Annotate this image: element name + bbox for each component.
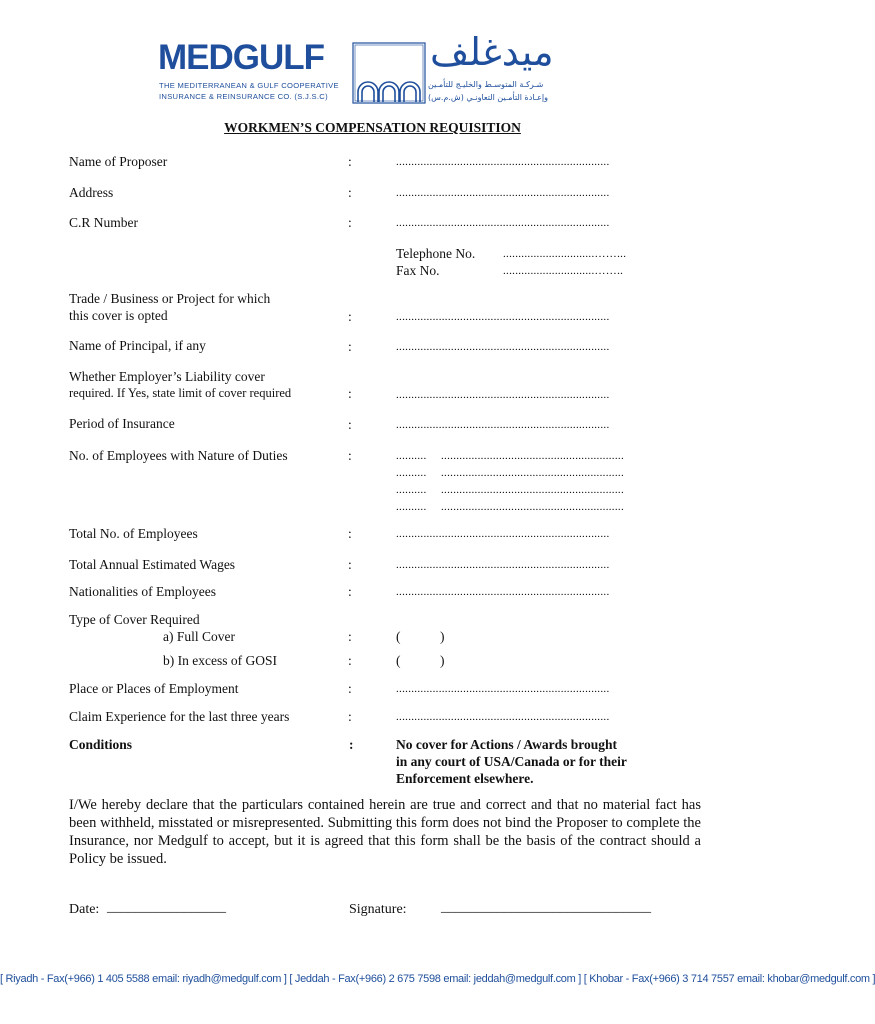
- declaration-paragraph: I/We hereby declare that the particulars contained herein are true and correct and that no material fact has been withheld, misstated or misrepresented. Submitting this form does not bind the Proposer to complete the Insurance, nor Medgulf to accept, but it is agreed that this form shall be the basis of the contract should a Policy be issued.: [69, 797, 701, 867]
- colon: :: [348, 417, 352, 432]
- fax-label: Fax No.: [396, 263, 440, 278]
- total-wages-label: Total Annual Estimated Wages: [69, 557, 236, 572]
- total-wages-field[interactable]: ......................................................................: [396, 559, 610, 571]
- total-employees-field[interactable]: ......................................................................: [396, 528, 610, 540]
- principal-field[interactable]: ......................................................................: [396, 341, 610, 353]
- colon: :: [348, 309, 352, 324]
- colon: :: [348, 709, 352, 724]
- employee-count-field[interactable]: ..........: [396, 450, 427, 462]
- logo-ar-subtitle-line1: شـركـة المتوسـط والخليـج للتأمـين: [428, 80, 544, 89]
- colon: :: [348, 185, 352, 200]
- conditions-text-line3: Enforcement elsewhere.: [396, 771, 534, 786]
- date-label: Date:: [69, 902, 100, 917]
- address-field[interactable]: ......................................................................: [396, 187, 610, 199]
- conditions-text-line1: No cover for Actions / Awards brought: [396, 737, 618, 752]
- claims-field[interactable]: ......................................................................: [396, 711, 610, 723]
- cr-number-field[interactable]: ......................................................................: [396, 217, 610, 229]
- gosi-label: b) In excess of GOSI: [163, 653, 277, 668]
- total-employees-label: Total No. of Employees: [69, 526, 198, 541]
- fax-field[interactable]: ..............................……..: [503, 265, 624, 277]
- gosi-checkbox-close[interactable]: ): [440, 653, 445, 668]
- colon: :: [348, 557, 352, 572]
- colon: :: [348, 526, 352, 541]
- full-cover-checkbox-open[interactable]: (: [396, 629, 401, 644]
- colon: :: [348, 448, 352, 463]
- period-label: Period of Insurance: [69, 416, 175, 431]
- date-field[interactable]: _________________: [107, 900, 226, 915]
- logo-subtitle-line1: THE MEDITERRANEAN & GULF COOPERATIVE: [159, 81, 339, 90]
- logo-ar-subtitle-line2: وإعـادة التأمـين التعاونـي (ش.م.س): [428, 93, 548, 102]
- nationalities-field[interactable]: ......................................................................: [396, 586, 610, 598]
- colon: :: [348, 653, 352, 668]
- logo-arches-icon: [352, 42, 426, 104]
- trade-label-line1: Trade / Business or Project for which: [69, 291, 271, 306]
- place-field[interactable]: ......................................................................: [396, 683, 610, 695]
- cover-type-label: Type of Cover Required: [69, 612, 200, 627]
- employer-liability-label-line1: Whether Employer’s Liability cover: [69, 369, 265, 384]
- signature-field[interactable]: ______________________________: [441, 900, 651, 915]
- colon: :: [348, 339, 352, 354]
- conditions-text-line2: in any court of USA/Canada or for their: [396, 754, 627, 769]
- colon: :: [348, 681, 352, 696]
- colon: :: [348, 154, 352, 169]
- cr-number-label: C.R Number: [69, 215, 138, 230]
- colon: :: [348, 215, 352, 230]
- employee-duty-field[interactable]: ............................................................: [441, 484, 624, 496]
- period-field[interactable]: ......................................................................: [396, 419, 610, 431]
- proposer-field[interactable]: ......................................................................: [396, 156, 610, 168]
- colon: :: [348, 584, 352, 599]
- trade-label-line2: this cover is opted: [69, 308, 168, 323]
- telephone-label: Telephone No.: [396, 246, 476, 261]
- trade-field[interactable]: ......................................................................: [396, 311, 610, 323]
- claims-label: Claim Experience for the last three years: [69, 709, 290, 724]
- employer-liability-label-line2: required. If Yes, state limit of cover required: [69, 386, 292, 400]
- employee-duty-field[interactable]: ............................................................: [441, 501, 624, 513]
- employee-count-field[interactable]: ..........: [396, 484, 427, 496]
- colon: :: [348, 629, 352, 644]
- logo-name-en: MEDGULF: [158, 38, 325, 77]
- proposer-label: Name of Proposer: [69, 154, 168, 169]
- logo-name-ar: ميدغلف: [430, 30, 554, 74]
- logo-subtitle-line2: INSURANCE & REINSURANCE CO. (S.J.S.C): [159, 92, 328, 101]
- place-label: Place or Places of Employment: [69, 681, 239, 696]
- colon: :: [349, 737, 354, 752]
- employee-count-field[interactable]: ..........: [396, 501, 427, 513]
- address-label: Address: [69, 185, 114, 200]
- form-title: WORKMEN’S COMPENSATION REQUISITION: [224, 120, 521, 135]
- conditions-label: Conditions: [69, 737, 133, 752]
- nationalities-label: Nationalities of Employees: [69, 584, 216, 599]
- full-cover-checkbox-close[interactable]: ): [440, 629, 445, 644]
- principal-label: Name of Principal, if any: [69, 338, 206, 353]
- full-cover-label: a) Full Cover: [163, 629, 235, 644]
- colon: :: [348, 386, 352, 401]
- gosi-checkbox-open[interactable]: (: [396, 653, 401, 668]
- employer-liability-field[interactable]: ......................................................................: [396, 389, 610, 401]
- employees-duties-label: No. of Employees with Nature of Duties: [69, 448, 288, 463]
- signature-label: Signature:: [349, 902, 407, 917]
- employee-duty-field[interactable]: ............................................................: [441, 467, 624, 479]
- footer-contacts: [ Riyadh - Fax(+966) 1 405 5588 email: riyadh@medgulf.com ] [ Jeddah - Fax(+966) 2 675 7598 email: jeddah@medgulf.com ] [ Khobar - Fax(+966) 3 714 7557 email: khobar@medgulf.com ]: [0, 973, 875, 985]
- employee-count-field[interactable]: ..........: [396, 467, 427, 479]
- employee-duty-field[interactable]: ............................................................: [441, 450, 624, 462]
- telephone-field[interactable]: ..............................……...: [503, 248, 627, 260]
